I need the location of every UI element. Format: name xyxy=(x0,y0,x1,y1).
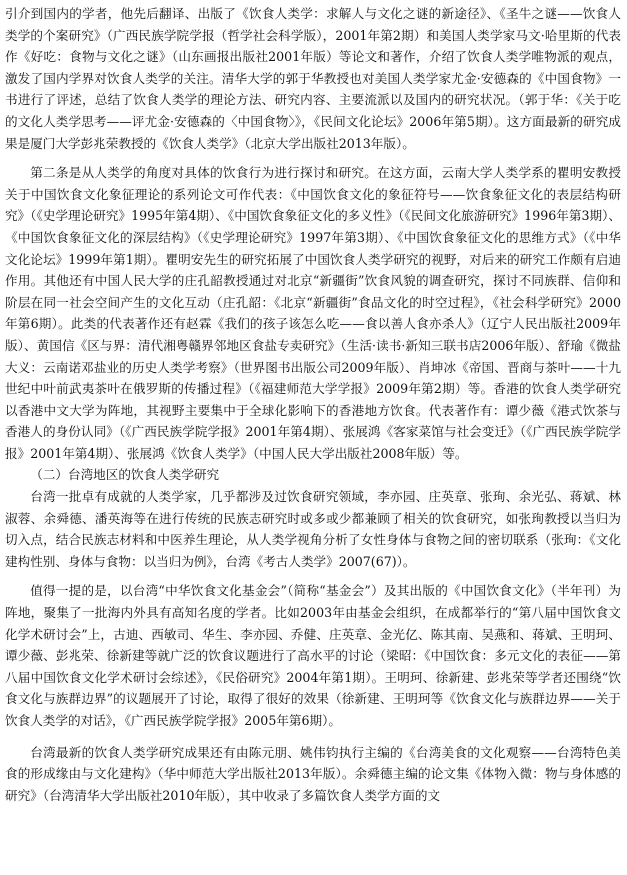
section-heading: （二）台湾地区的饮食人类学研究 xyxy=(30,467,220,483)
paragraph-foundation: 值得一提的是，以台湾“中华饮食文化基金会”（简称“基金会”）及其出版的《中国饮食文化》（半年刊）为阵地，聚集了一批海内外具有高知名度的学者。比如2003年由基金会组织，在成都举行的“第八届中国饮食文化学术研讨会”上，古迪、西敏司、华生、李亦园、乔健、庄英章、金光亿、陈其南、吴燕和、蒋斌、王明珂、谭少薇、彭兆荣、徐新建等就广泛的饮食议题进行了高水平的讨论（梁昭：《中国饮食：多元文化的表征——第八届中国饮食文化学术研讨会综述》，《民俗研究》2004年第1期）。王明珂、徐新建、彭兆荣等学者还围绕“饮食文化与族群边界”的议题展开了讨论，取得了很好的效果（徐新建、王明珂等《饮食文化与族群边界——关于饮食人类学的对话》，《广西民族学院学报》2005年第6期）。 xyxy=(5,583,621,728)
paragraph-intro: 引介到国内的学者，他先后翻译、出版了《饮食人类学：求解人与文化之谜的新途径》、《圣牛之谜——饮食人类学的个案研究》（广西民族学院学报（哲学社会科学版），2001年第2期）和美国人类学家马文·哈里斯的代表作《好吃：食物与文化之谜》（山东画报出版社2001年版）等论文和著作，介绍了饮食人类学唯物派的观点，激发了国内学界对饮食人类学的关注。清华大学的郭于华教授也对美国人类学家尤金·安德森的《中国食物》一书进行了评述，总结了饮食人类学的理论方法、研究内容、主要流派以及国内的研究状况。（郭于华：《关于吃的文化人类学思考——评尤金·安德森的〈中国食物〉》，《民间文化论坛》2006年第5期）。这方面最新的研究成果是厦门大学彭兆荣教授的《饮食人类学》（北京大学出版社2013年版）。 xyxy=(5,6,621,151)
document-page xyxy=(5,3,621,806)
paragraph-second-strand: 第二条是从人类学的角度对具体的饮食行为进行探讨和研究。在这方面，云南大学人类学系的瞿明安教授关于中国饮食文化象征理论的系列论文可作代表：《中国饮食文化的象征符号——饮食象征文化的表层结构研究》（《史学理论研究》1995年第4期）、《中国饮食象征文化的多义性》（《民间文化旅游研究》1996年第3期）、《中国饮食象征文化的深层结构》（《史学理论研究》1997年第3期）、《中国饮食象征文化的思维方式》（《中华文化论坛》1999年第1期）。瞿明安先生的研究拓展了中国饮食人类学研究的视野，对后来的研究工作颇有启迪作用。其他还有中国人民大学的庄孔韶教授通过对北京“新疆街”饮食风貌的调查研究，探讨不同族群、信仰和阶层在同一社会空间产生的文化互动（庄孔韶：《北京“新疆街”食品文化的时空过程》，《社会科学研究》2000年第6期）。此类的代表著作还有赵霖《我们的孩子该怎么吃——食以善人食亦杀人》（辽宁人民出版社2009年版）、黄国信《区与界：清代湘粤赣界邻地区食盐专卖研究》（生活·读书·新知三联书店2006年版）、舒瑜《微盐大义：云南诺邓盐业的历史人类学考察》（世界图书出版公司2009年版）、肖坤冰《帝国、晋商与茶叶——十九世纪中叶前武夷茶叶在俄罗斯的传播过程》（《福建师范大学学报》2009年第2期）等。香港的饮食人类学研究以香港中文大学为阵地，其视野主要集中于全球化影响下的香港地方饮食。代表著作有：谭少薇《港式饮茶与香港人的身份认同》（《广西民族学院学报》2001年第4期）、张展鸿《客家菜馆与社会变迁》（《广西民族学院学报》2001年第4期）、张展鸿《饮食人类学》（中国人民大学出版社2008年版）等。 xyxy=(5,165,621,461)
paragraph-latest-research: 台湾最新的饮食人类学研究成果还有由陈元朋、姚伟钧执行主编的《台湾美食的文化观察——台湾特色美食的形成缘由与文化建构》（华中师范大学出版社2013年版）。余舜德主编的论文集《体物入微：物与身体感的研究》（台湾清华大学出版社2010年版），其中收录了多篇饮食人类学方面的文 xyxy=(5,744,621,803)
paragraph-taiwan-scholars: 台湾一批卓有成就的人类学家，几乎都涉及过饮食研究领域，李亦园、庄英章、张珣、余光弘、蒋斌、林淑蓉、余舜德、潘英海等在进行传统的民族志研究时或多或少都兼顾了相关的饮食研究，如张珣教授以当归为切入点，结合民族志材料和中医养生理论，从人类学视角分析了女性身体与食物之间的密切联系（张珣：《文化建构性别、身体与食物：以当归为例》，台湾《考古人类学》2007(67)）。 xyxy=(5,489,621,569)
